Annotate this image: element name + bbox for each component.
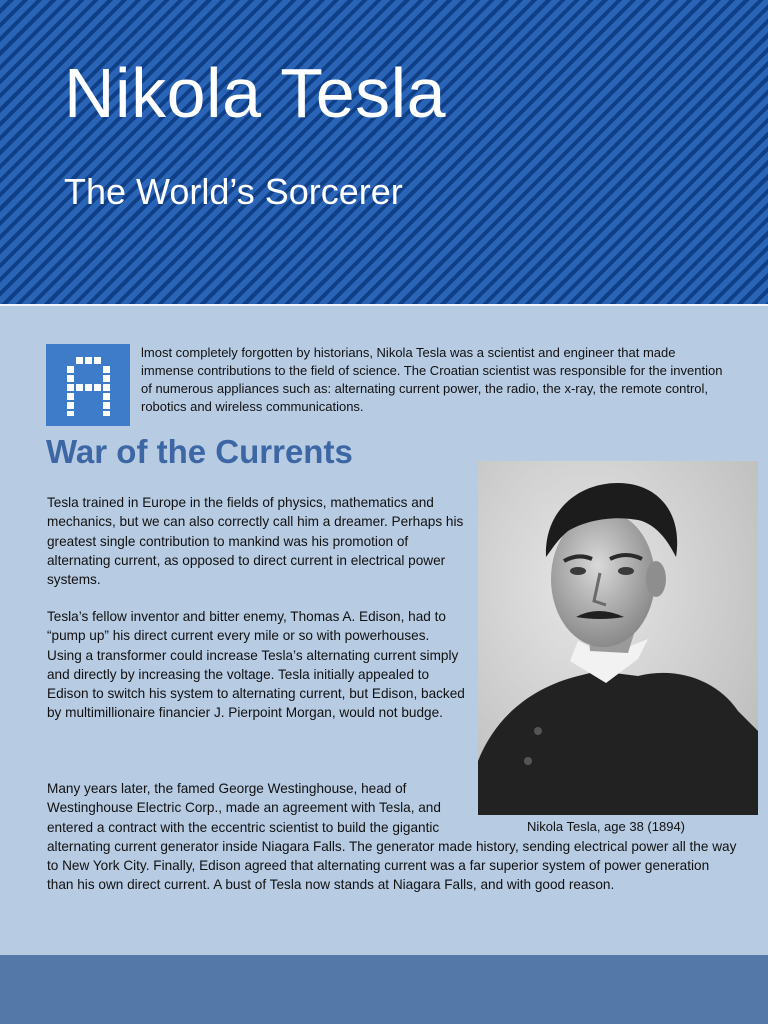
page-subtitle: The World’s Sorcerer [64,171,403,212]
portrait-photo [478,461,758,815]
image-wrap-spacer [475,779,737,835]
dropcap-letter-icon [46,344,130,426]
body-paragraph-text: Many years later, the famed George Westinghouse, head of Westinghouse Electric Corp., made an agreement with Tesla, and entered a contract with the eccentric scientist to build the gigantic alternating current generator inside Niagara Falls. The generator made history, sending electrical power all the way to New York City. Finally, Edison agreed that alternating current was a far superior system of power generation than his own direct current. A bust of Tesla now stands at Niagara Falls, and with good reason. [47,781,737,893]
photo-caption: Nikola Tesla, age 38 (1894) [526,819,686,834]
portrait-illustration [478,461,758,815]
header-banner [0,0,768,306]
body-paragraph: Tesla’s fellow inventor and bitter enemy, Thomas A. Edison, had to “pump up” his direct current every mile or so with powerhouses. Using a transformer could increase Tesla’s alternating current simply and directly by increasing the voltage. Tesla initially appealed to Edison to switch his system to alternating current, but Edison, backed by multimillionaire financier J. Pierpoint Morgan, would not budge. [47,609,465,721]
section-heading: War of the Currents [46,433,353,470]
page-title: Nikola Tesla [64,54,447,132]
body-paragraph: Tesla trained in Europe in the fields of physics, mathematics and mechanics, but we can also correctly call him a dreamer. Perhaps his greatest single contribution to mankind was his promotion of alternating current, as opposed to direct current in electrical power systems. [47,495,464,588]
body-paragraph-wrapped [47,779,737,895]
intro-paragraph: lmost completely forgotten by historians, Nikola Tesla was a scientist and engineer that made immense contributions to the field of science. The Croatian scientist was responsible for the invention of numerous appliances such as: alternating current power, the radio, the x-ray, the remote control, robotics and wireless communications. [141,345,723,414]
footer-band [0,955,768,1024]
dropcap-a-graphic [46,344,130,426]
